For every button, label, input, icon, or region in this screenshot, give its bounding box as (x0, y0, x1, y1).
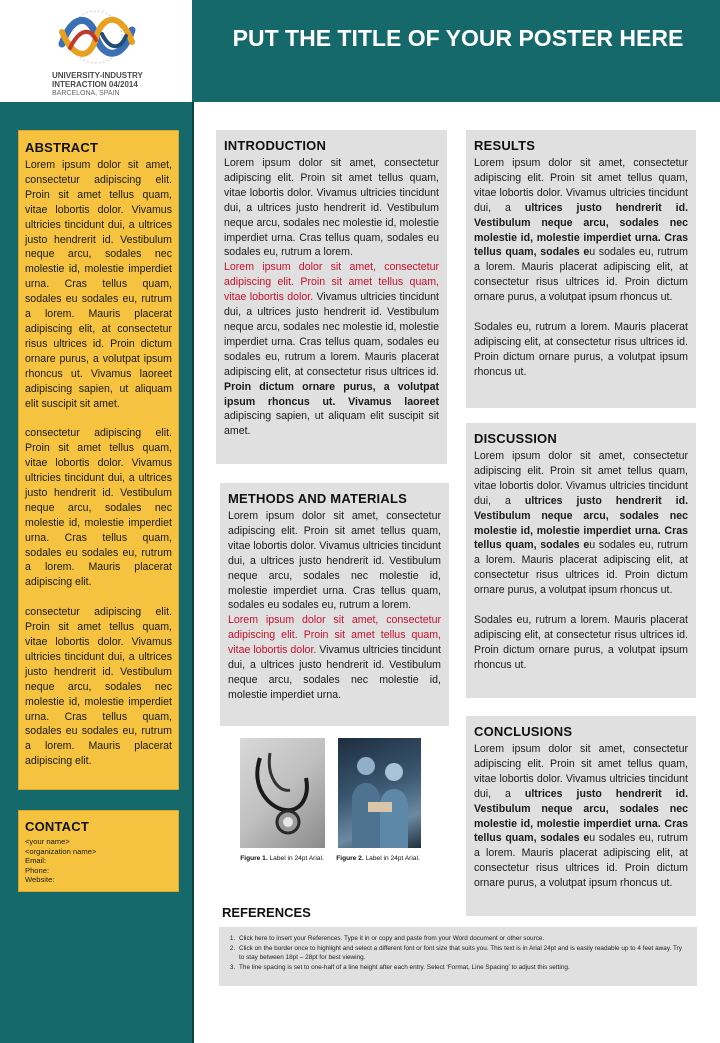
results-p1-bold: ultrices justo hendrerit id. Vestibulum neque arcu, sodales nec molestie id, molestie imperdiet urna. Cras tellus quam, sodales e (474, 201, 689, 259)
logo-line-3: BARCELONA, SPAIN (52, 90, 120, 97)
contact-heading: CONTACT (25, 819, 89, 834)
results-paragraph-2: Sodales eu, rutrum a lorem. Mauris placerat adipiscing elit, at consectetur risus ultrices id. Proin dictum ornare purus, a volutpat ipsum rhoncus ut. (474, 320, 688, 378)
abstract-paragraph-3: consectetur adipiscing elit. Proin sit amet tellus quam, vitae lobortis dolor. Vivamus ultricies tincidunt dui, a ultrices justo hendrerit id. Vestibulum neque arcu, sodales nec molestie id, molestie imperdiet urna. Cras tellus quam, sodales eu sodales eu, rutrum a lorem. Mauris placerat adipiscing elit. (25, 606, 172, 768)
methods-section (220, 483, 449, 726)
contact-organization: <organization name> (25, 846, 97, 856)
references-section (219, 927, 697, 986)
conclusions-heading: CONCLUSIONS (474, 724, 573, 739)
logo-line-2: INTERACTION 04/2014 (52, 80, 138, 89)
results-p1-start: Lorem ipsum dolor sit amet, consectetur adipiscing elit. Proin sit amet tellus quam, vitae lobortis dolor. Vivamus ultricies tincidunt dui, a (474, 157, 688, 214)
results-heading: RESULTS (474, 138, 536, 153)
abstract-paragraph-2: consectetur adipiscing elit. Proin sit amet tellus quam, vitae lobortis dolor. Vivamus ultricies tincidunt dui, a ultrices justo hendrerit id. Vestibulum neque arcu, sodales nec molestie id, molestie imperdiet urna. Cras tellus quam, sodales eu sodales eu, rutrum a lorem. Mauris placerat adipiscing elit. (25, 427, 172, 589)
discussion-p1-start: Lorem ipsum dolor sit amet, consectetur adipiscing elit. Proin sit amet tellus quam, vitae lobortis dolor. Vivamus ultricies tincidunt dui, a (474, 450, 688, 507)
conclusions-p1-end: u sodales eu, rutrum a lorem. Mauris placerat adipiscing elit, at consectetur risus ultrices id. Proin dictum ornare purus, a volutpat ipsum rhoncus ut. (474, 832, 688, 890)
figure-2-surgery-image (338, 738, 421, 848)
discussion-p1-end: u sodales eu, rutrum a lorem. Mauris placerat adipiscing elit, at consectetur risus ultrices id. Proin dictum ornare purus, a volutpat ipsum rhoncus ut. (474, 539, 688, 597)
methods-heading: METHODS AND MATERIALS (228, 491, 407, 506)
reference-item: 2. Click on the border once to highlight and select a different font or font size that suits you. This text is in Arial 24pt and is easily readable up to 4 feet away. Try to stay between 18pt – 28pt for best viewing. (237, 945, 687, 962)
figure-2-label: Figure 2. (336, 855, 364, 862)
conclusions-p1-bold: ultrices justo hendrerit id. Vestibulum neque arcu, sodales nec molestie id, molestie imperdiet urna. Cras tellus quam, sodales e (474, 787, 689, 845)
poster-title: PUT THE TITLE OF YOUR POSTER HERE (232, 25, 684, 51)
surgeons-icon (338, 738, 421, 848)
conclusions-section (466, 716, 696, 916)
methods-after-red: Vivamus ultricies tincidunt dui, a ultrices justo hendrerit id. Vestibulum neque arcu, sodales nec molestie id, molestie imperdiet urna. (228, 644, 441, 701)
abstract-section (18, 130, 179, 790)
abstract-heading: ABSTRACT (25, 140, 99, 155)
conclusions-p1-start: Lorem ipsum dolor sit amet, consectetur adipiscing elit. Proin sit amet tellus quam, vitae lobortis dolor. Vivamus ultricies tincidunt dui, a (474, 743, 688, 800)
discussion-paragraph-2: Sodales eu, rutrum a lorem. Mauris placerat adipiscing elit, at consectetur risus ultrices id. Proin dictum ornare purus, a volutpat ipsum rhoncus ut. (474, 613, 688, 671)
contact-website: Website: (25, 875, 55, 885)
discussion-heading: DISCUSSION (474, 431, 557, 446)
discussion-section (466, 423, 696, 698)
logo-text (52, 71, 188, 98)
methods-paragraph-1: Lorem ipsum dolor sit amet, consectetur adipiscing elit. Proin sit amet tellus quam, vitae lobortis dolor. Vivamus ultricies tincidunt dui, a ultrices justo hendrerit id. Vestibulum neque arcu, sodales nec molestie id, molestie imperdiet urna. Cras tellus quam, sodales eu sodales eu, rutrum a lorem. (228, 510, 441, 612)
reference-item: 1. Click here to insert your References. Type it in or copy and paste from your Word document or other source. (237, 935, 687, 943)
methods-red-text: Lorem ipsum dolor sit amet, consectetur adipiscing elit. Proin sit amet tellus quam, vitae lobortis dolor. (228, 614, 441, 657)
figure-2-caption (322, 855, 434, 863)
references-heading: REFERENCES (222, 905, 311, 920)
results-paragraph-1 (474, 156, 688, 305)
introduction-paragraph-2 (224, 260, 439, 439)
introduction-paragraph-1: Lorem ipsum dolor sit amet, consectetur adipiscing elit. Proin sit amet tellus quam, vitae lobortis dolor. Vivamus ultricies tincidunt dui, a ultrices justo hendrerit id. Vestibulum neque arcu, sodales nec molestie id, molestie imperdiet urna. Cras tellus quam, sodales eu sodales eu, rutrum a lorem. (224, 157, 439, 259)
contact-name: <your name> (25, 837, 70, 846)
contact-phone: Phone: (25, 865, 50, 875)
introduction-tail: adipiscing sapien, ut aliquam elit suscipit sit amet. (224, 410, 439, 438)
figure-2-caption-text: Label in 24pt Arial. (363, 855, 420, 862)
methods-paragraph-2 (228, 613, 441, 702)
contact-section (18, 810, 179, 892)
conference-logo-icon (50, 6, 142, 68)
contact-email: Email: (25, 856, 47, 866)
sidebar-divider (192, 102, 194, 1043)
logo-area (0, 0, 192, 102)
introduction-red-text: Lorem ipsum dolor sit amet, consectetur adipiscing elit. Proin sit amet tellus quam, vitae lobortis dolor. (224, 261, 439, 304)
introduction-after-red: Vivamus ultricies tincidunt dui, a ultrices justo hendrerit id. Vestibulum neque arcu, sodales nec molestie id, molestie imperdiet urna. Cras tellus quam, sodales eu sodales eu, rutrum a lorem. Mauris placerat adipiscing elit, at consectetur risus ultrices id. (224, 291, 439, 378)
introduction-heading: INTRODUCTION (224, 138, 327, 153)
figure-1-stethoscope-image (240, 738, 325, 848)
figure-1-label: Figure 1. (240, 855, 268, 862)
abstract-paragraph-1: Lorem ipsum dolor sit amet, consectetur adipiscing elit. Proin sit amet tellus quam, vitae lobortis dolor. Vivamus ultricies tincidunt dui, a ultrices justo hendrerit id. Vestibulum neque arcu, sodales nec molestie id, molestie imperdiet urna. Cras tellus quam, sodales eu sodales eu, rutrum a lorem. Mauris placerat adipiscing elit, at consectetur risus ultrices id. Proin dictum ornare purus, a volutpat ipsum rhoncus ut. Vivamus laoreet adipiscing sapien, ut aliquam elit suscipit sit amet. (25, 159, 172, 410)
results-section (466, 130, 696, 408)
results-p1-end: u sodales eu, rutrum a lorem. Mauris placerat adipiscing elit, at consectetur risus ultrices id. Proin dictum ornare purus, a volutpat ipsum rhoncus ut. (474, 246, 688, 304)
discussion-p1-bold: ultrices justo hendrerit id. Vestibulum neque arcu, sodales nec molestie id, molestie imperdiet urna. Cras tellus quam, sodales e (474, 494, 689, 552)
logo-line-1: UNIVERSITY-INDUSTRY (52, 71, 143, 80)
references-list (227, 935, 687, 973)
conclusions-paragraph-1 (474, 742, 688, 891)
introduction-section (216, 130, 447, 464)
introduction-bold-text: Proin dictum ornare purus, a volutpat ipsum rhoncus ut. Vivamus laoreet (224, 380, 439, 408)
discussion-paragraph-1 (474, 449, 688, 598)
figure-1-caption-text: Label in 24pt Arial. (267, 855, 324, 862)
reference-item: 3. The line spacing is set to one-half of a line height after each entry. Select ‘Format, Line Spacing’ to adjust this setting. (237, 964, 687, 972)
stethoscope-icon (240, 738, 325, 848)
